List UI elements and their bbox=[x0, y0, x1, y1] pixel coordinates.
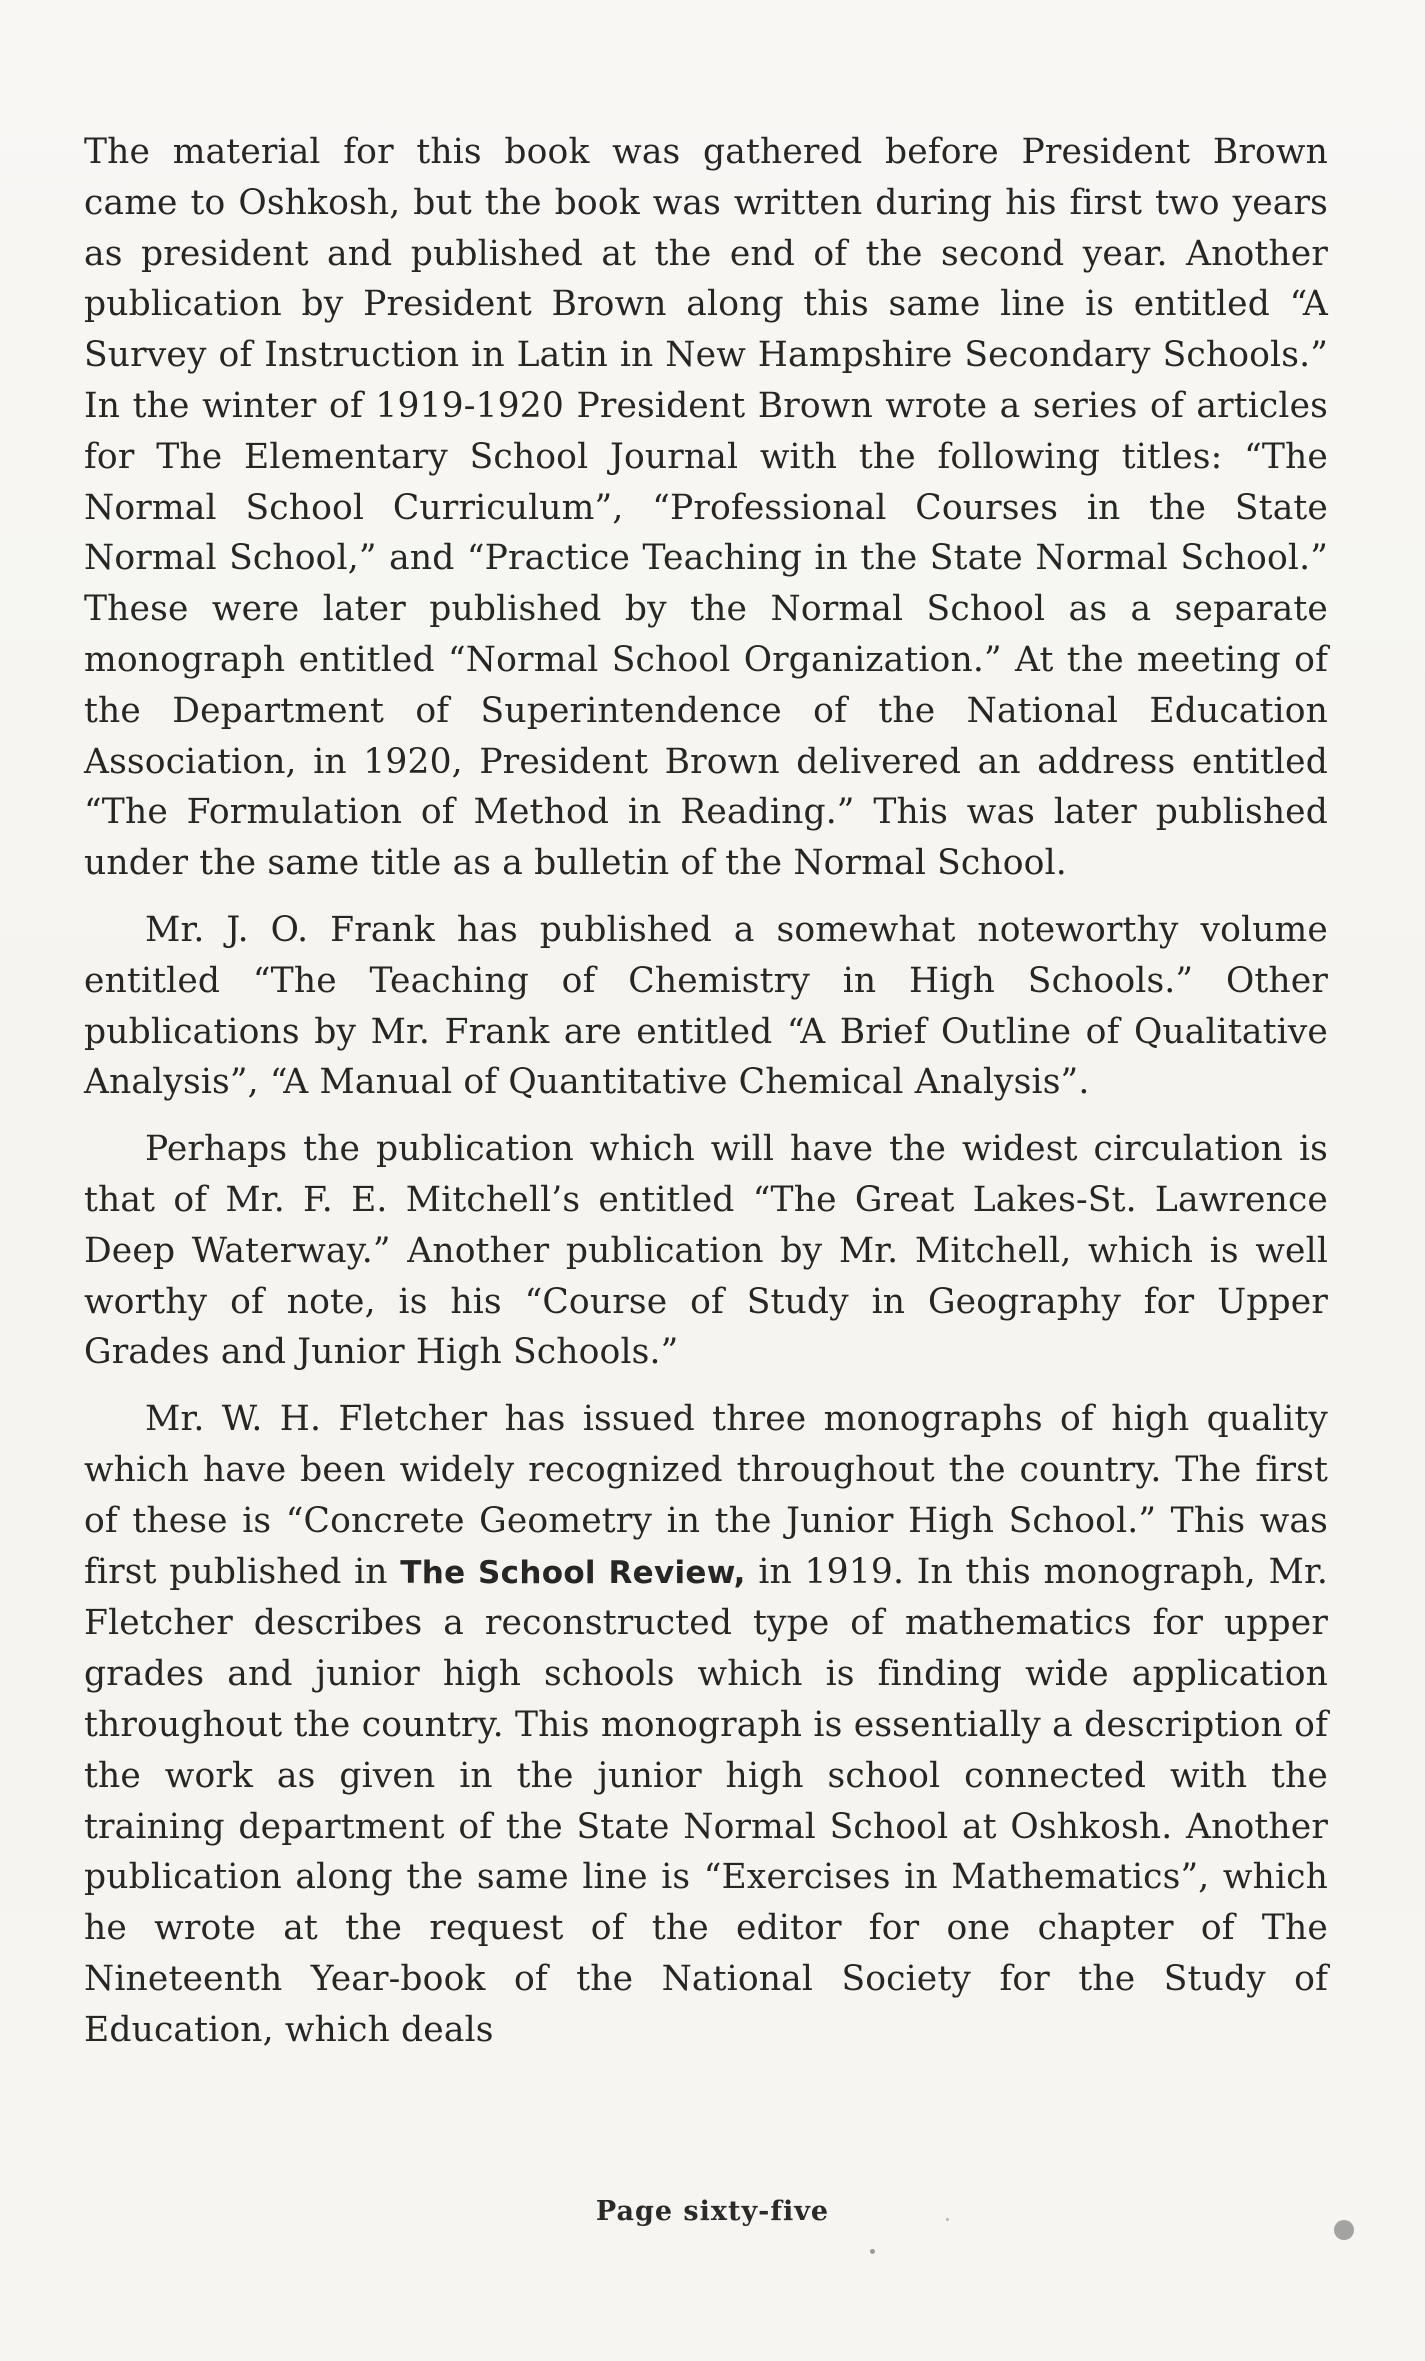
paragraph-mitchell-publications: Perhaps the publication which will have the widest circulation is that of Mr. F. E. Mitchell’s entitled “The Great Lakes-St. Lawrence Deep Waterway.” Another publication by Mr. Mitchell, which is well worthy of note, is his “Course of Study in Geography for Upper Grades and Junior High Schools.” bbox=[84, 1129, 1328, 1373]
fletcher-text-start: Mr. W. H. Fletcher has issued three monographs of high quality which have been widely recognized throughout the country. The first of these is “Concrete Geometry in the Junior High School.” This was first published in bbox=[84, 1399, 1328, 1592]
school-review-title: The School Review, bbox=[400, 1554, 746, 1591]
paper-speck bbox=[1334, 2220, 1354, 2240]
paragraph-fletcher-publications bbox=[84, 1394, 1328, 2055]
body-text bbox=[84, 127, 1328, 2055]
paragraph-brown-publications: The material for this book was gathered before President Brown came to Oshkosh, but the book was written during his first two years as president and published at the end of the second year. Another publication by President Brown along this same line is entitled “A Survey of Instruction in Latin in New Hampshire Secondary Schools.” In the winter of 1919-1920 President Brown wrote a series of articles for The Elementary School Journal with the following titles: “The Normal School Curriculum”, “Professional Courses in the State Normal School,” and “Practice Teaching in the State Normal School.” These were later published by the Normal School as a separate monograph entitled “Normal School Organization.” At the meeting of the Department of Superintendence of the National Education Association, in 1920, President Brown delivered an address entitled “The Formulation of Method in Reading.” This was later published under the same title as a bulletin of the Normal School. bbox=[84, 132, 1328, 884]
paper-speck bbox=[870, 2249, 875, 2254]
paper-speck bbox=[946, 2218, 949, 2221]
fletcher-text-end: in 1919. In this monograph, Mr. Fletcher describes a reconstructed type of mathematics for upper grades and junior high schools which is finding wide application throughout the country. This monograph is essentially a description of the work as given in the junior high school connected with the training department of the State Normal School at Oshkosh. Another publication along the same line is “Exercises in Mathematics”, which he wrote at the request of the editor for one chapter of The Nineteenth Year-book of the National Society for the Study of Education, which deals bbox=[84, 1551, 1328, 2050]
page-number: Page sixty-five bbox=[595, 2196, 830, 2227]
paragraph-frank-publications: Mr. J. O. Frank has published a somewhat noteworthy volume entitled “The Teaching of Chemistry in High Schools.” Other publications by Mr. Frank are entitled “A Brief Outline of Qualitative Analysis”, “A Manual of Quantitative Chemical Analysis”. bbox=[84, 909, 1328, 1103]
